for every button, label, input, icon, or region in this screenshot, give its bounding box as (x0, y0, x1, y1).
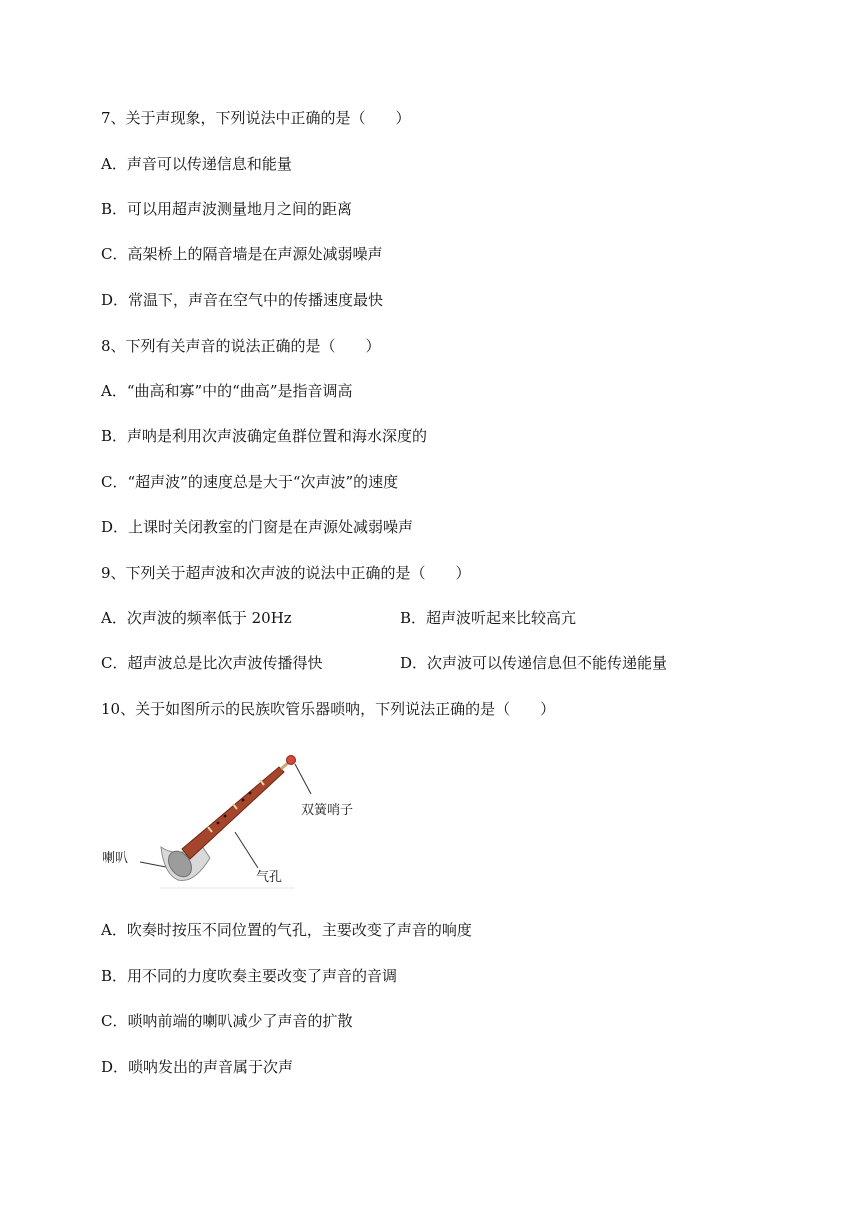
question-7-option-b: B．可以用超声波测量地月之间的距离 (101, 200, 353, 218)
question-9-option-c: C．超声波总是比次声波传播得快 (101, 654, 323, 672)
question-9-option-d: D．次声波可以传递信息但不能传递能量 (400, 654, 668, 672)
question-8-stem: 8、下列有关声音的说法正确的是（ ） (101, 337, 381, 355)
question-9-option-a: A．次声波的频率低于 20Hz (101, 609, 292, 627)
question-7-option-a: A．声音可以传递信息和能量 (101, 155, 292, 173)
reed-leader-line (295, 764, 311, 794)
suona-figure (98, 750, 368, 895)
finger-hole-4 (249, 792, 252, 795)
suona-reed (287, 756, 296, 765)
bell-leader-line (140, 862, 166, 867)
suona-body-shape (182, 767, 284, 859)
question-8-option-b: B．声呐是利用次声波确定鱼群位置和海水深度的 (101, 427, 428, 445)
question-7-stem: 7、关于声现象，下列说法中正确的是（ ） (101, 109, 411, 127)
question-8-option-d: D．上课时关闭教室的门窗是在声源处减弱噪声 (101, 518, 414, 536)
question-10-option-c: C．唢呐前端的喇叭减少了声音的扩散 (101, 1012, 353, 1030)
finger-hole-2 (224, 815, 227, 818)
label-reed: 双簧哨子 (301, 803, 354, 818)
hole-leader-line (235, 832, 258, 868)
question-7-option-d: D．常温下，声音在空气中的传播速度最快 (101, 291, 384, 309)
label-hole: 气孔 (256, 870, 283, 885)
question-10-option-a: A．吹奏时按压不同位置的气孔，主要改变了声音的响度 (101, 921, 472, 939)
question-10-stem: 10、关于如图所示的民族吹管乐器唢呐，下列说法正确的是（ ） (101, 700, 556, 718)
question-9-option-b: B．超声波听起来比较高亢 (400, 609, 577, 627)
question-8-option-a: A．“曲高和寡”中的“曲高”是指音调高 (101, 382, 353, 400)
question-8-option-c: C．“超声波”的速度总是大于“次声波”的速度 (101, 473, 399, 491)
question-7-option-c: C．高架桥上的隔音墙是在声源处减弱噪声 (101, 245, 383, 263)
finger-hole-1 (217, 822, 220, 825)
question-10-option-b: B．用不同的力度吹奏主要改变了声音的音调 (101, 967, 398, 985)
finger-hole-3 (242, 799, 245, 802)
question-9-stem: 9、下列关于超声波和次声波的说法中正确的是（ ） (101, 564, 471, 582)
label-bell: 喇叭 (102, 851, 129, 866)
question-10-option-d: D．唢呐发出的声音属于次声 (101, 1058, 294, 1076)
